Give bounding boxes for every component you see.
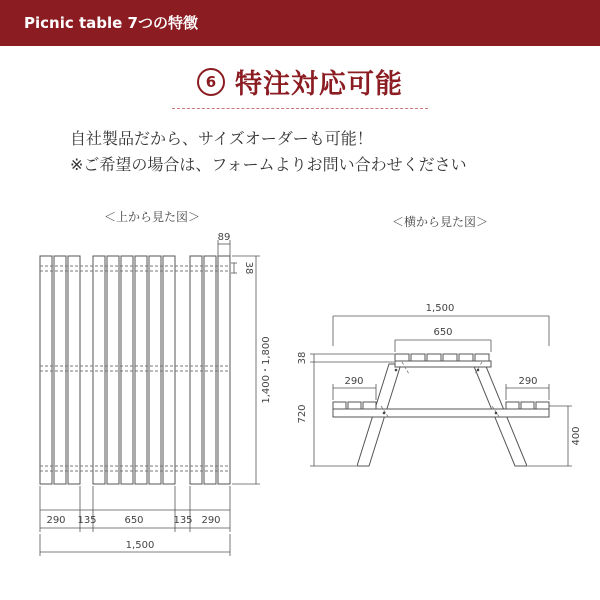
top-plank xyxy=(135,256,147,484)
dim-table-length: 1,400・1,800 xyxy=(261,336,272,404)
dim-bench-left: 290 xyxy=(344,376,364,387)
top-plank xyxy=(93,256,105,484)
bench-plank-section xyxy=(333,402,346,409)
top-plank-section xyxy=(475,354,489,361)
top-plank-section xyxy=(427,354,441,361)
dim-side-top: 650 xyxy=(433,327,453,338)
bench-plank-section xyxy=(536,402,549,409)
bench-plank xyxy=(218,256,230,484)
bench-plank xyxy=(190,256,202,484)
bench-support-beam xyxy=(333,409,549,417)
dim-bottom-4: 135 xyxy=(173,515,193,526)
side-view-table xyxy=(333,354,549,466)
bench-plank xyxy=(54,256,66,484)
side-view-caption: ＜横から見た図＞ xyxy=(391,215,489,229)
bench-plank-section xyxy=(348,402,361,409)
top-view-table xyxy=(40,256,230,484)
top-view-caption: ＜上から見た図＞ xyxy=(103,210,201,224)
description-line-1: 自社製品だから、サイズオーダーも可能！ xyxy=(70,129,373,148)
bench-plank-section xyxy=(363,402,376,409)
top-plank xyxy=(121,256,133,484)
top-plank xyxy=(149,256,161,484)
dim-bottom-5: 290 xyxy=(201,515,221,526)
description-line-2: ※ご希望の場合は、フォームよりお問い合わせください xyxy=(70,155,467,174)
feature-title: 特注対応可能 xyxy=(235,69,403,100)
bench-plank-section xyxy=(506,402,519,409)
bench-plank xyxy=(204,256,216,484)
dim-top-view-total: 1,500 xyxy=(125,540,155,551)
bench-plank xyxy=(40,256,52,484)
dim-bottom-3: 650 xyxy=(124,515,144,526)
top-plank-section xyxy=(411,354,425,361)
dim-top-thickness: 38 xyxy=(297,351,308,365)
top-plank xyxy=(107,256,119,484)
dim-plank-width: 89 xyxy=(217,232,231,243)
feature-number-badge: 6 xyxy=(197,68,225,96)
top-plank-section xyxy=(443,354,457,361)
top-plank-section xyxy=(459,354,473,361)
bench-plank-section xyxy=(521,402,534,409)
dim-side-total: 1,500 xyxy=(425,303,455,314)
top-plank xyxy=(163,256,175,484)
dim-bottom-2: 135 xyxy=(77,515,97,526)
dim-table-height: 720 xyxy=(297,404,308,424)
header-title: Picnic table 7つの特徴 xyxy=(24,14,198,32)
top-plank-section xyxy=(395,354,409,361)
dim-bottom-1: 290 xyxy=(46,515,66,526)
top-support-beam xyxy=(395,361,491,367)
dim-bench-height: 400 xyxy=(571,426,582,446)
dim-bench-right: 290 xyxy=(518,376,538,387)
bench-plank xyxy=(68,256,80,484)
dim-plank-thickness: 38 xyxy=(243,261,254,275)
